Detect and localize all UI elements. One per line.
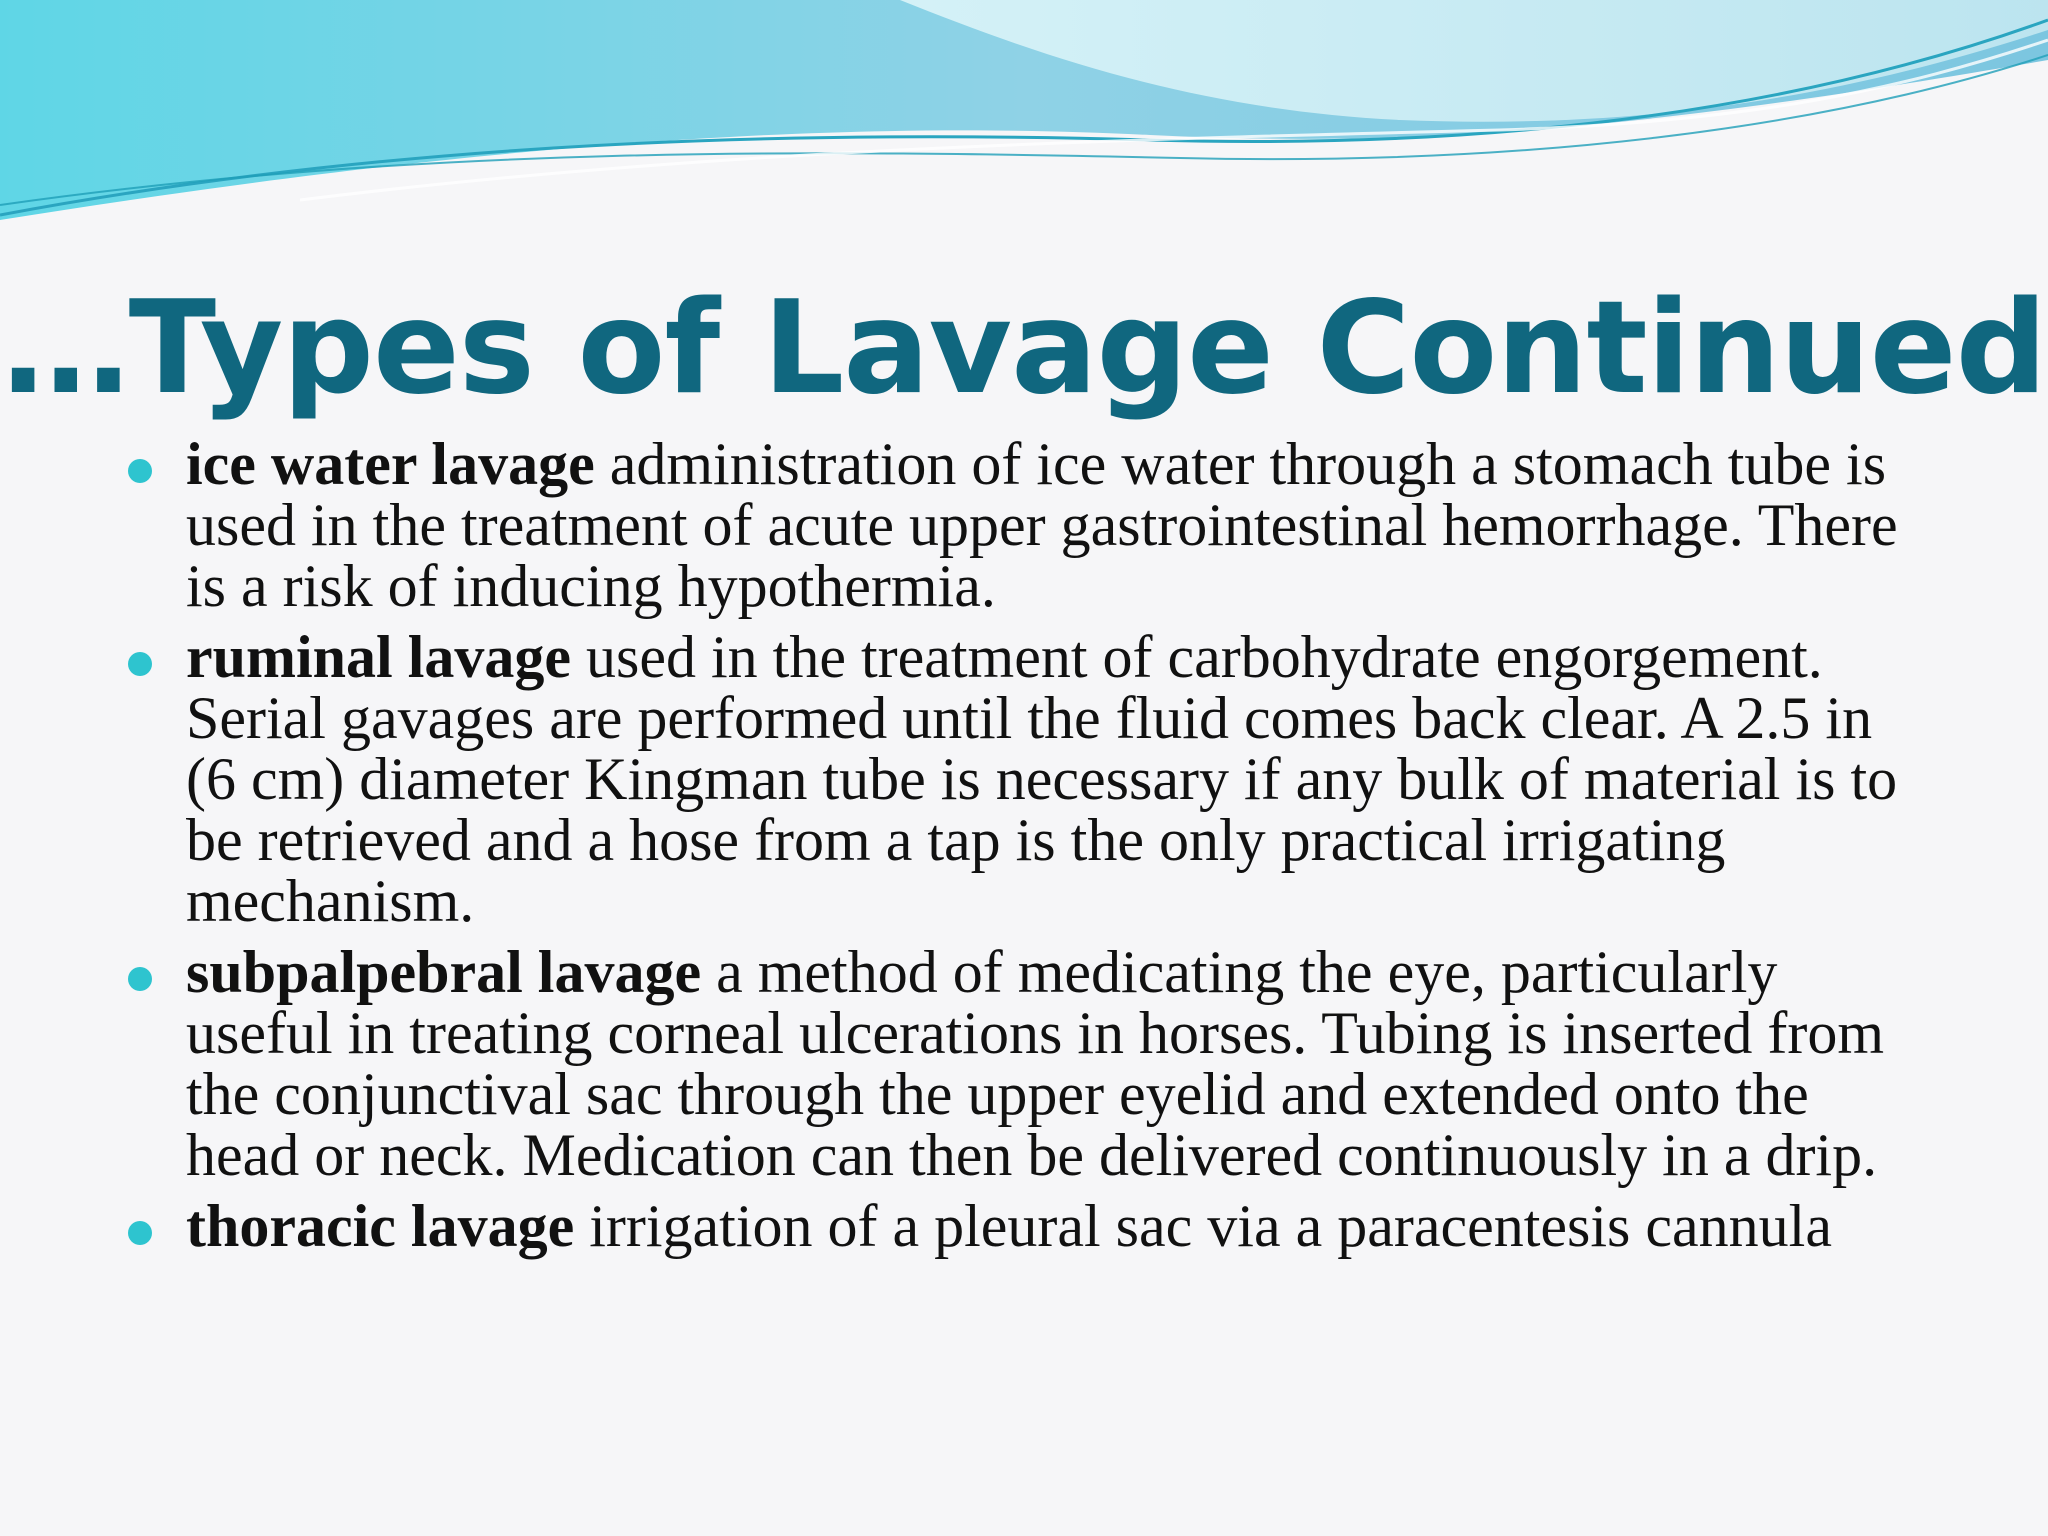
bullet-dot-icon [128, 1221, 152, 1245]
bullet-item-ice-water-lavage [126, 431, 1926, 619]
bullet-term: thoracic lavage [186, 1193, 575, 1259]
bullet-item-thoracic-lavage [126, 1193, 1926, 1259]
bullet-item-ruminal-lavage [126, 624, 1926, 934]
bullet-list [126, 431, 1926, 1267]
bullet-term: subpalpebral lavage [186, 939, 702, 1005]
bullet-text: used in the treatment of carbohydrate engorgement. Serial gavages are performed until the fluid comes back clear. A 2.5 in (6 cm) diameter Kingman tube is necessary if any bulk of material is to be retrieved and a hose from a tap is the only practical irrigating mechanism. [186, 624, 1898, 934]
bullet-term: ice water lavage [186, 431, 595, 497]
wave-header-decoration [0, 0, 2048, 260]
bullet-item-subpalpebral-lavage [126, 939, 1926, 1188]
slide-title: …Types of Lavage Continued [1, 273, 2047, 423]
bullet-dot-icon [128, 652, 152, 676]
bullet-dot-icon [128, 967, 152, 991]
bullet-dot-icon [128, 459, 152, 483]
bullet-text: a method of medicating the eye, particularly useful in treating corneal ulcerations in horses. Tubing is inserted from the conjunctival sac through the upper eyelid and extended onto the head or neck. Medication can then be delivered continuously in a drip. [186, 939, 1885, 1188]
bullet-term: ruminal lavage [186, 624, 571, 690]
bullet-text: irrigation of a pleural sac via a paracentesis cannula [574, 1193, 1832, 1259]
bullet-text: administration of ice water through a stomach tube is used in the treatment of acute upper gastrointestinal hemorrhage. There is a risk of inducing hypothermia. [186, 431, 1898, 619]
